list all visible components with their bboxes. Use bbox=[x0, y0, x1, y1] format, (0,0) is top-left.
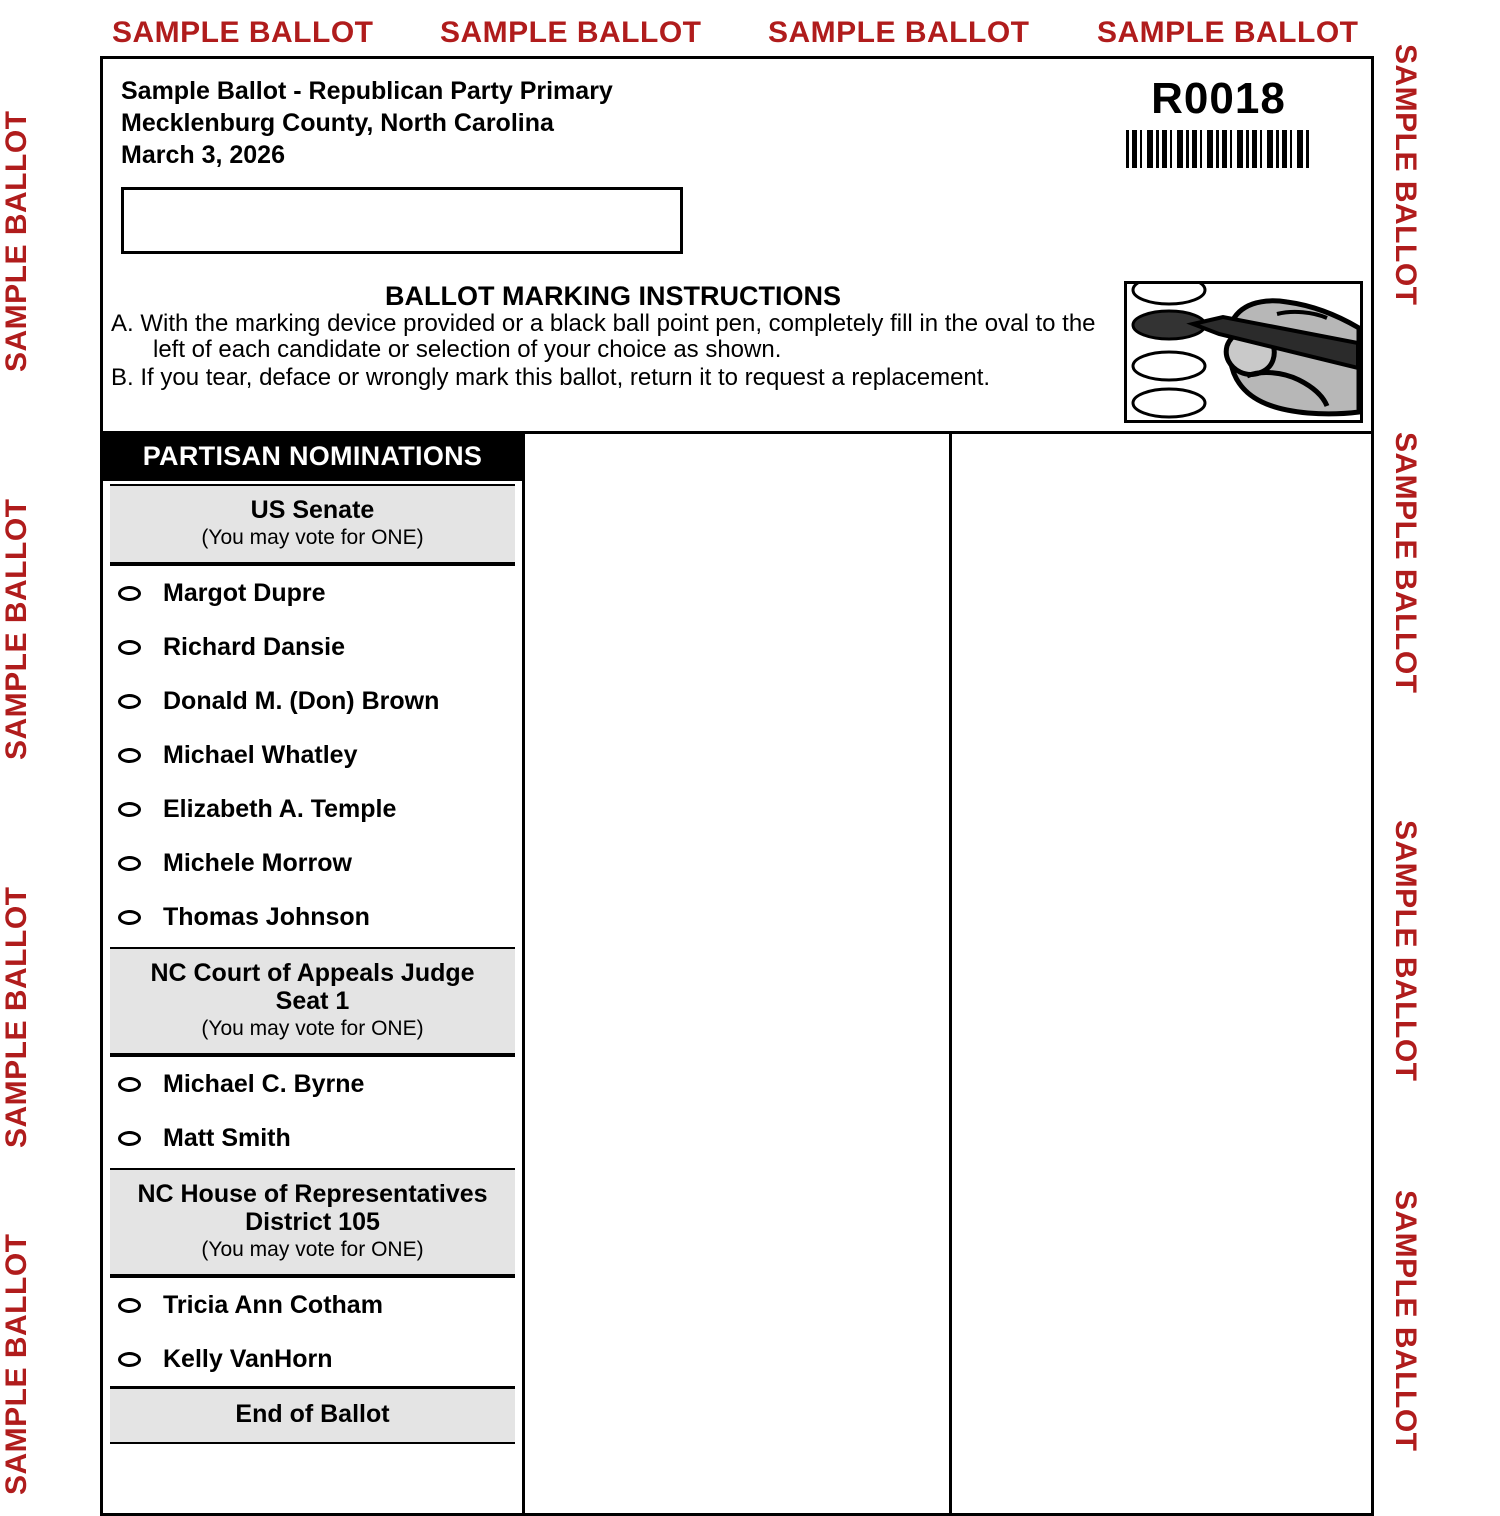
ballot-body bbox=[103, 434, 1371, 1513]
candidate-option[interactable] bbox=[110, 566, 515, 620]
vote-oval-icon[interactable] bbox=[118, 1298, 141, 1313]
contest-title-line-2: District 105 bbox=[245, 1208, 380, 1236]
instruction-a-part2: left of each candidate or selection of your choice as shown. bbox=[153, 335, 782, 363]
candidate-option[interactable] bbox=[110, 674, 515, 728]
contest-instruction: (You may vote for ONE) bbox=[201, 526, 424, 549]
candidate-name: Tricia Ann Cotham bbox=[163, 1290, 383, 1319]
contest-header bbox=[110, 484, 515, 564]
watermark-text: SAMPLE BALLOT bbox=[0, 498, 33, 760]
ballot-title-line-2: Mecklenburg County, North Carolina bbox=[121, 109, 554, 137]
candidate-option[interactable] bbox=[110, 890, 515, 944]
contest-title-line-2: Seat 1 bbox=[275, 987, 350, 1015]
contest-instruction: (You may vote for ONE) bbox=[201, 1017, 424, 1040]
watermark-text: SAMPLE BALLOT bbox=[0, 1233, 33, 1495]
watermark-text: SAMPLE BALLOT bbox=[0, 886, 33, 1148]
candidate-option[interactable] bbox=[110, 1057, 515, 1111]
contest-instruction: (You may vote for ONE) bbox=[201, 1238, 424, 1261]
hand-with-pen-icon bbox=[1127, 284, 1360, 420]
candidate-name: Kelly VanHorn bbox=[163, 1344, 333, 1373]
candidate-name: Donald M. (Don) Brown bbox=[163, 686, 440, 715]
vote-oval-icon[interactable] bbox=[118, 640, 141, 655]
ballot-document bbox=[100, 56, 1374, 1516]
ballot-title-line-1: Sample Ballot - Republican Party Primary bbox=[121, 77, 613, 105]
candidate-option[interactable] bbox=[110, 782, 515, 836]
candidate-option[interactable] bbox=[110, 728, 515, 782]
marking-example-illustration bbox=[1124, 281, 1363, 423]
contest-title: US Senate bbox=[250, 496, 375, 524]
vote-oval-icon[interactable] bbox=[118, 802, 141, 817]
vote-oval-icon[interactable] bbox=[118, 1077, 141, 1092]
watermark-text: SAMPLE BALLOT bbox=[440, 16, 702, 49]
instruction-item-a bbox=[111, 311, 1121, 363]
voter-info-box[interactable] bbox=[121, 187, 683, 254]
candidate-option[interactable] bbox=[110, 1111, 515, 1165]
candidate-name: Thomas Johnson bbox=[163, 902, 370, 931]
candidate-list bbox=[110, 1276, 515, 1386]
watermark-text: SAMPLE BALLOT bbox=[1097, 16, 1359, 49]
candidate-name: Michael Whatley bbox=[163, 740, 358, 769]
vote-oval-icon[interactable] bbox=[118, 910, 141, 925]
instructions-body bbox=[111, 311, 1121, 393]
ballot-title-block bbox=[121, 75, 613, 171]
vote-oval-icon[interactable] bbox=[118, 1131, 141, 1146]
candidate-name: Richard Dansie bbox=[163, 632, 346, 661]
ballot-column-2 bbox=[525, 434, 952, 1513]
watermark-text: SAMPLE BALLOT bbox=[0, 110, 33, 372]
watermark-text: SAMPLE BALLOT bbox=[1389, 432, 1422, 694]
candidate-name: Michael C. Byrne bbox=[163, 1069, 365, 1098]
section-banner-partisan-nominations: PARTISAN NOMINATIONS bbox=[103, 434, 522, 481]
vote-oval-icon[interactable] bbox=[118, 586, 141, 601]
candidate-option[interactable] bbox=[110, 836, 515, 890]
barcode-icon bbox=[1126, 130, 1311, 168]
vote-oval-icon[interactable] bbox=[118, 1352, 141, 1367]
watermark-text: SAMPLE BALLOT bbox=[1389, 1190, 1422, 1452]
contest-header bbox=[110, 947, 515, 1055]
candidate-list bbox=[110, 1055, 515, 1165]
candidate-option[interactable] bbox=[110, 620, 515, 674]
vote-oval-icon[interactable] bbox=[118, 856, 141, 871]
instruction-a-part1: A. With the marking device provided or a black ball point pen, completely fill in the oval to the bbox=[111, 310, 1096, 337]
contest-header bbox=[110, 1168, 515, 1276]
vote-oval-icon[interactable] bbox=[118, 694, 141, 709]
candidate-list bbox=[110, 564, 515, 944]
ballot-header bbox=[103, 59, 1371, 434]
candidate-name: Michele Morrow bbox=[163, 848, 352, 877]
candidate-option[interactable] bbox=[110, 1332, 515, 1386]
candidate-name: Elizabeth A. Temple bbox=[163, 794, 397, 823]
contest-title: NC House of Representatives bbox=[137, 1180, 488, 1208]
ballot-column-3 bbox=[952, 434, 1371, 1513]
contest-nc-court-of-appeals-judge-seat-1 bbox=[103, 947, 522, 1165]
contest-nc-house-district-105 bbox=[103, 1168, 522, 1386]
ballot-column-1 bbox=[103, 434, 525, 1513]
ballot-title-line-3: March 3, 2026 bbox=[121, 141, 285, 169]
contest-title: NC Court of Appeals Judge bbox=[150, 959, 475, 987]
end-of-ballot-banner: End of Ballot bbox=[110, 1386, 515, 1444]
watermark-text: SAMPLE BALLOT bbox=[1389, 44, 1422, 306]
watermark-text: SAMPLE BALLOT bbox=[1389, 820, 1422, 1082]
watermark-text: SAMPLE BALLOT bbox=[112, 16, 374, 49]
candidate-name: Matt Smith bbox=[163, 1123, 291, 1152]
candidate-option[interactable] bbox=[110, 1278, 515, 1332]
ballot-id-label: R0018 bbox=[1151, 74, 1286, 123]
ballot-id-block bbox=[1126, 74, 1311, 168]
vote-oval-icon[interactable] bbox=[118, 748, 141, 763]
instruction-item-b: B. If you tear, deface or wrongly mark this ballot, return it to request a replacement. bbox=[111, 363, 991, 391]
contest-us-senate bbox=[103, 484, 522, 944]
watermark-text: SAMPLE BALLOT bbox=[768, 16, 1030, 49]
candidate-name: Margot Dupre bbox=[163, 578, 326, 607]
instructions-heading: BALLOT MARKING INSTRUCTIONS bbox=[385, 281, 841, 311]
